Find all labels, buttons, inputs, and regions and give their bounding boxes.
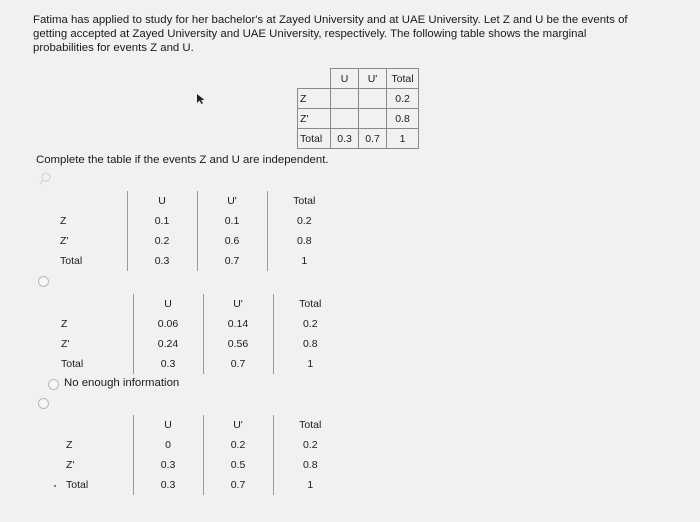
answer-option-table-4 — [63, 415, 347, 495]
table-cell: 1 — [387, 129, 419, 149]
header-cell: U — [331, 69, 359, 89]
table-cell: 0.06 — [133, 314, 203, 334]
table-cell: 0.8 — [387, 109, 419, 129]
question-line-2: getting accepted at Zayed University and UAE University, respectively. The following table shows the marginal — [33, 28, 587, 40]
table-cell: 0.2 — [273, 435, 347, 455]
row-label: Total — [61, 358, 84, 370]
row-label: Z — [60, 215, 67, 227]
table-row — [58, 354, 347, 374]
table-cell: 0.7 — [203, 354, 273, 374]
header-cell: U' — [203, 294, 273, 314]
table-cell: 1 — [273, 475, 347, 495]
table-cell: 0.1 — [127, 211, 197, 231]
option-3-label: No enough information — [64, 377, 180, 389]
table-cell: 0.2 — [127, 231, 197, 251]
table-header-row — [57, 191, 341, 211]
answer-option-table-2 — [58, 294, 347, 374]
row-label: Total — [298, 129, 331, 149]
table-cell: 0.6 — [197, 231, 267, 251]
table-cell — [359, 89, 387, 109]
instruction-text: Complete the table if the events Z and U are independent. — [36, 154, 329, 166]
table-cell: 0.8 — [273, 334, 347, 354]
question-text — [33, 13, 673, 55]
option-1-radio[interactable] — [38, 276, 49, 287]
table-row — [298, 89, 419, 109]
table-cell: 0.3 — [127, 251, 197, 271]
table-cell: 0.7 — [203, 475, 273, 495]
bullet-dot — [54, 485, 56, 487]
table-row — [63, 435, 347, 455]
mouse-cursor-icon — [196, 93, 206, 105]
row-label: Z — [66, 439, 73, 451]
table-cell — [331, 109, 359, 129]
header-cell: Total — [273, 415, 347, 435]
table-cell: 0.8 — [267, 231, 341, 251]
row-label: Z' — [66, 459, 75, 471]
table-cell: 0.1 — [197, 211, 267, 231]
table-row — [63, 455, 347, 475]
table-row — [57, 251, 341, 271]
header-cell: Total — [387, 69, 419, 89]
header-cell: Total — [267, 191, 341, 211]
row-label: Total — [66, 479, 89, 491]
header-cell: U' — [197, 191, 267, 211]
table-cell: 0.7 — [197, 251, 267, 271]
answer-option-table-1 — [57, 191, 341, 271]
table-cell: 0.7 — [359, 129, 387, 149]
row-label: Z' — [60, 235, 69, 247]
header-cell: U — [133, 294, 203, 314]
header-cell: U' — [203, 415, 273, 435]
table-cell — [331, 89, 359, 109]
table-header-row — [63, 415, 347, 435]
row-label: Total — [60, 255, 83, 267]
table-cell: 0.3 — [133, 354, 203, 374]
table-cell: 1 — [273, 354, 347, 374]
option-4-radio[interactable] — [38, 398, 49, 409]
table-cell: 0.3 — [331, 129, 359, 149]
table-cell: 0.3 — [133, 475, 203, 495]
table-cell: 0.3 — [133, 455, 203, 475]
row-label: Z — [61, 318, 68, 330]
table-row — [58, 314, 347, 334]
marginal-probability-table — [297, 68, 419, 149]
table-cell: 0 — [133, 435, 203, 455]
search-icon — [39, 172, 51, 186]
table-cell: 0.2 — [267, 211, 341, 231]
question-line-3: probabilities for events Z and U. — [33, 42, 194, 54]
row-label: Z' — [61, 338, 70, 350]
table-header-row — [58, 294, 347, 314]
table-row — [58, 334, 347, 354]
question-line-1: Fatima has applied to study for her bachelor's at Zayed University and at UAE University. Let Z and U be the events of — [33, 14, 628, 26]
table-header-row — [298, 69, 419, 89]
table-cell: 0.14 — [203, 314, 273, 334]
table-row — [57, 211, 341, 231]
row-label: Z — [298, 89, 331, 109]
table-cell: 0.56 — [203, 334, 273, 354]
row-label: Z' — [298, 109, 331, 129]
table-row — [298, 109, 419, 129]
header-cell: Total — [273, 294, 347, 314]
table-cell: 0.8 — [273, 455, 347, 475]
table-cell: 0.5 — [203, 455, 273, 475]
table-row — [57, 231, 341, 251]
table-cell: 0.2 — [387, 89, 419, 109]
table-row — [63, 475, 347, 495]
option-3-radio[interactable] — [48, 379, 59, 390]
header-cell: U' — [359, 69, 387, 89]
table-cell: 0.2 — [203, 435, 273, 455]
table-cell — [359, 109, 387, 129]
header-cell: U — [127, 191, 197, 211]
table-cell: 0.2 — [273, 314, 347, 334]
table-row — [298, 129, 419, 149]
table-cell: 1 — [267, 251, 341, 271]
table-cell: 0.24 — [133, 334, 203, 354]
header-cell: U — [133, 415, 203, 435]
